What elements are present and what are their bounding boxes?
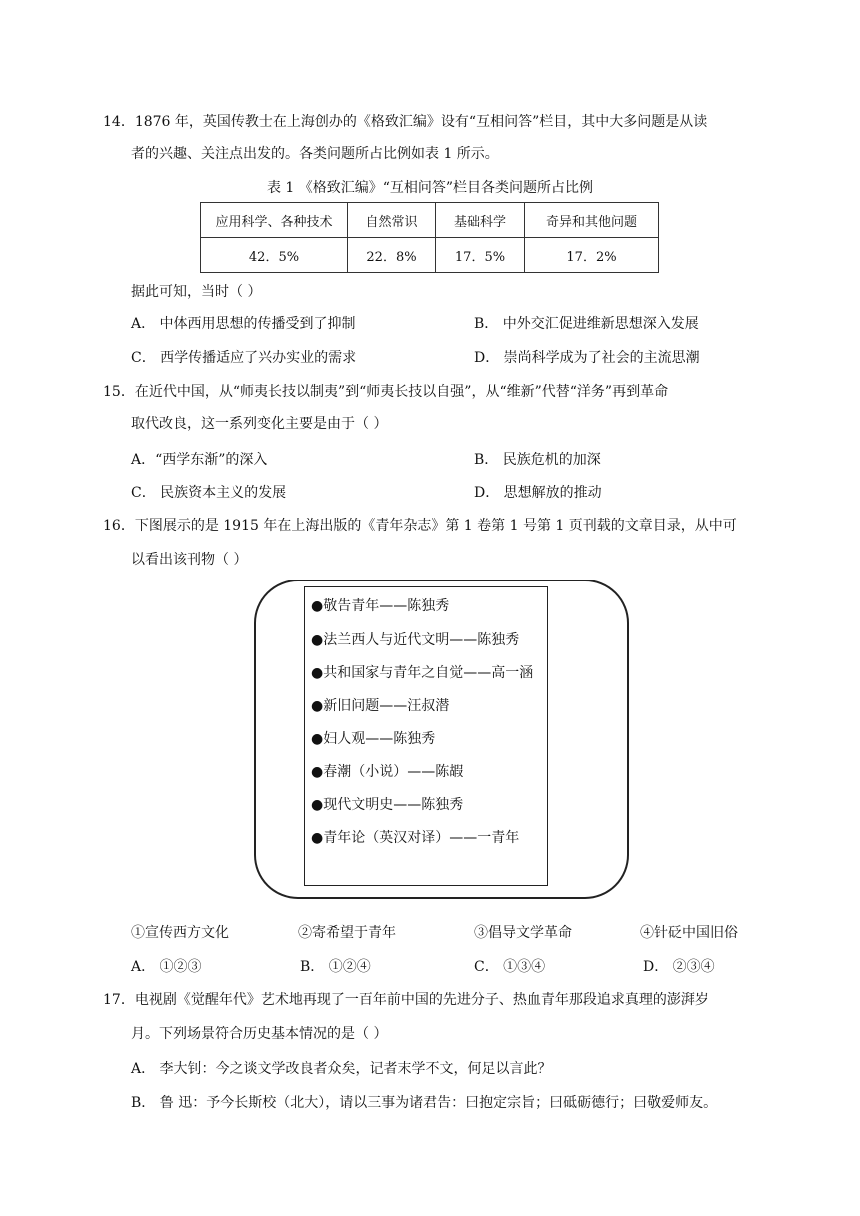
table-row [201, 238, 659, 273]
q16-option-c: C． ①③④ [474, 959, 546, 975]
q15-text-1: 在近代中国，从“师夷长技以制夷”到“师夷长技以自强”，从“维新”代替“洋务”再到革命 [134, 384, 669, 400]
q16-item-2: ②寄希望于青年 [298, 925, 396, 941]
q16-line1 [103, 516, 737, 536]
table-caption: 表 1 《格致汇编》“互相问答”栏目各类问题所占比例 [266, 180, 594, 196]
table-value-cell: 17．2% [525, 238, 659, 273]
table-header-cell: 应用科学、各种技术 [201, 203, 348, 238]
q15-line1 [103, 382, 668, 402]
q16-option-a: A． ①②③ [131, 959, 202, 975]
q16-item-1: ①宣传西方文化 [131, 925, 229, 941]
toc-item: ●妇人观——陈独秀 [311, 731, 436, 747]
q17-text-1: 电视剧《觉醒年代》艺术地再现了一百年前中国的先进分子、热血青年那段追求真理的澎湃岁 [134, 992, 709, 1008]
q14-option-d: D． 崇尚科学成为了社会的主流思潮 [474, 350, 700, 366]
table-header-cell: 自然常识 [348, 203, 436, 238]
q14-text-1: 1876 年，英国传教士在上海创办的《格致汇编》设有“互相问答”栏目，其中大多问题是从读 [134, 114, 708, 130]
q15-option-a: A．“西学东渐”的深入 [131, 452, 268, 468]
q17-option-b: B． 鲁 迅：予今长斯校（北大），请以三事为诸君告：曰抱定宗旨；曰砥砺德行；曰敬爱师友。 [131, 1095, 718, 1111]
q16-item-4: ④针砭中国旧俗 [640, 925, 738, 941]
q17-number: 17． [103, 992, 135, 1008]
table-row [201, 203, 659, 238]
proportion-table [200, 202, 659, 273]
q16-line2: 以看出该刊物（ ） [131, 552, 248, 568]
q15-number: 15． [103, 384, 135, 400]
q16-option-d: D． ②③④ [643, 959, 715, 975]
toc-item: ●春潮（小说）——陈嘏 [311, 764, 464, 780]
table-value-cell: 17．5% [436, 238, 525, 273]
toc-item: ●新旧问题——汪叔潜 [311, 698, 450, 714]
table-value-cell: 42．5% [201, 238, 348, 273]
toc-item: ●青年论（英汉对译）——一青年 [311, 830, 520, 846]
q14-stem: 据此可知，当时（ ） [131, 284, 262, 300]
q15-option-b: B． 民族危机的加深 [474, 452, 601, 468]
q15-line2: 取代改良，这一系列变化主要是由于（ ） [131, 416, 388, 432]
toc-item: ●共和国家与青年之自觉——高一涵 [311, 665, 534, 681]
q14-option-a: A． 中体西用思想的传播受到了抑制 [131, 316, 356, 332]
frame-top-crop [250, 570, 634, 580]
toc-item: ●法兰西人与近代文明——陈独秀 [311, 632, 520, 648]
q16-number: 16． [103, 518, 135, 534]
q16-item-3: ③倡导文学革命 [474, 925, 572, 941]
q17-option-a: A． 李大钊：今之谈文学改良者众矣，记者末学不文，何足以言此？ [131, 1061, 552, 1077]
q15-option-c: C． 民族资本主义的发展 [131, 485, 287, 501]
q14-option-c: C． 西学传播适应了兴办实业的需求 [131, 350, 357, 366]
q16-option-b: B． ①②④ [300, 959, 371, 975]
table-header-cell: 基础科学 [436, 203, 525, 238]
q17-line2: 月。下列场景符合历史基本情况的是（ ） [131, 1026, 388, 1042]
q14-number: 14． [103, 114, 135, 130]
q15-option-d: D． 思想解放的推动 [474, 485, 602, 501]
q17-line1 [103, 990, 709, 1010]
table-header-cell: 奇异和其他问题 [525, 203, 659, 238]
q16-text-1: 下图展示的是 1915 年在上海出版的《青年杂志》第 1 卷第 1 号第 1 页刊载的文章目录，从中可 [134, 518, 737, 534]
toc-item: ●现代文明史——陈独秀 [311, 797, 464, 813]
toc-item: ●敬告青年——陈独秀 [311, 598, 450, 614]
q14-option-b: B． 中外交汇促进维新思想深入发展 [474, 316, 699, 332]
q14-line1 [103, 112, 707, 132]
q14-line2: 者的兴趣、关注点出发的。各类问题所占比例如表 1 所示。 [131, 146, 499, 162]
table-value-cell: 22．8% [348, 238, 436, 273]
